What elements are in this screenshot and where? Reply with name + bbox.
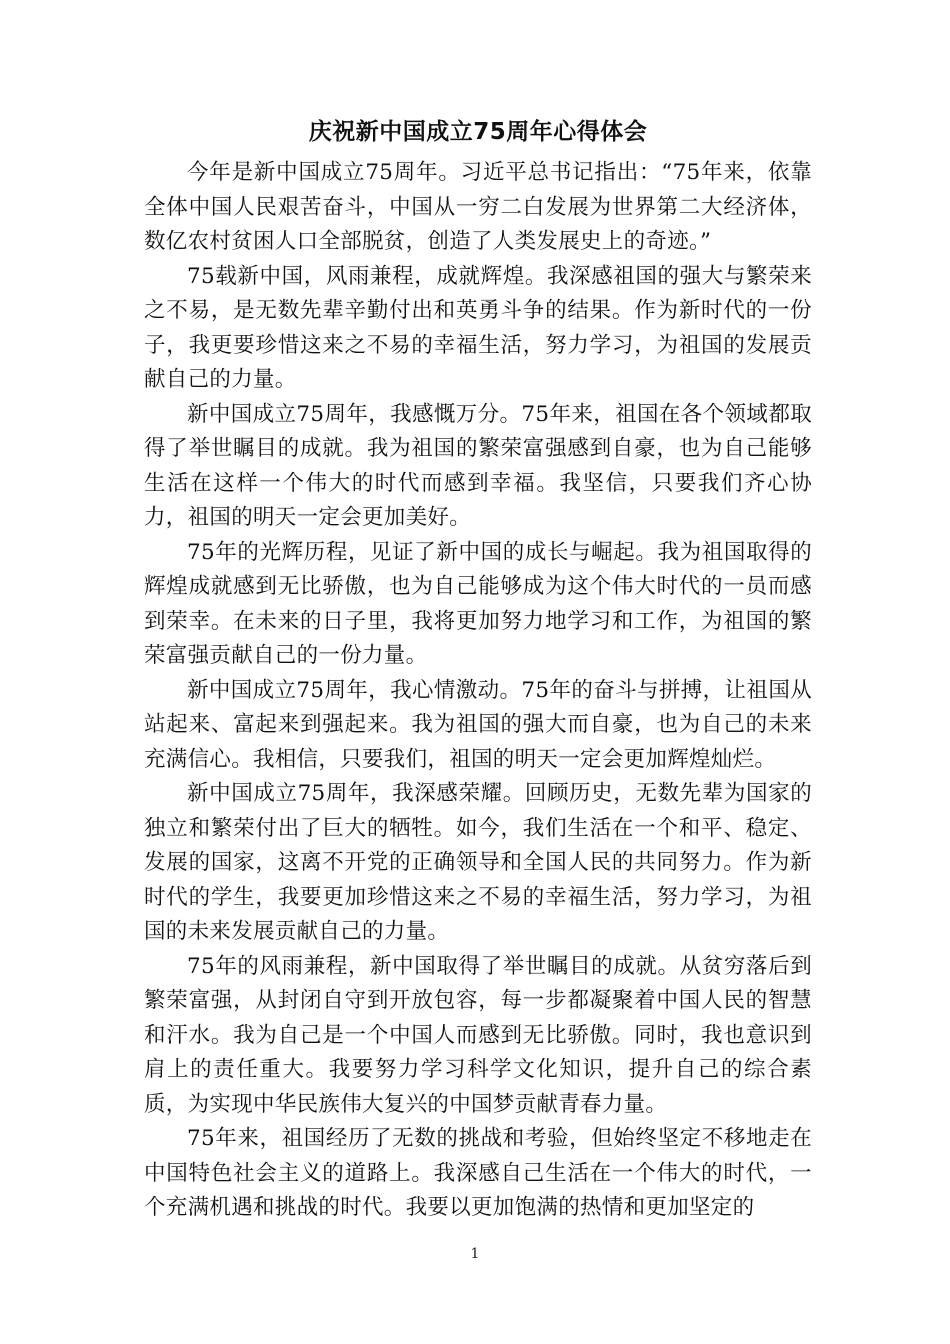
paragraph-7: 75年的风雨兼程，新中国取得了举世瞩目的成就。从贫穷落后到繁荣富强，从封闭自守到开放包容，每一步都凝聚着中国人民的智慧和汗水。我为自己是一个中国人而感到无比骄傲。同时，我也意识到肩上的责任重大。我要努力学习科学文化知识，提升自己的综合素质，为实现中华民族伟大复兴的中国梦贡献青春力量。 <box>144 953 812 1117</box>
paragraph-4: 75年的光辉历程，见证了新中国的成长与崛起。我为祖国取得的辉煌成就感到无比骄傲，也为自己能够成为这个伟大时代的一员而感到荣幸。在未来的日子里，我将更加努力地学习和工作，为祖国的繁荣富强贡献自己的一份力量。 <box>144 539 812 668</box>
document-title: 庆祝新中国成立75周年心得体会 <box>308 119 648 145</box>
paragraph-6: 新中国成立75周年，我深感荣耀。回顾历史，无数先辈为国家的独立和繁荣付出了巨大的牺牲。如今，我们生活在一个和平、稳定、发展的国家，这离不开党的正确领导和全国人民的共同努力。作为新时代的学生，我要更加珍惜这来之不易的幸福生活，努力学习，为祖国的未来发展贡献自己的力量。 <box>144 781 812 944</box>
paragraph-2: 75载新中国，风雨兼程，成就辉煌。我深感祖国的强大与繁荣来之不易，是无数先辈辛勤付出和英勇斗争的结果。作为新时代的一份子，我更要珍惜这来之不易的幸福生活，努力学习，为祖国的发展贡献自己的力量。 <box>144 263 812 392</box>
paragraph-1: 今年是新中国成立75周年。习近平总书记指出：“75年来，依靠全体中国人民艰苦奋斗，中国从一穷二白发展为世界第二大经济体，数亿农村贫困人口全部脱贫，创造了人类发展史上的奇迹。” <box>144 160 812 254</box>
paragraph-5: 新中国成立75周年，我心情激动。75年的奋斗与拼搏，让祖国从站起来、富起来到强起来。我为祖国的强大而自豪，也为自己的未来充满信心。我相信，只要我们，祖国的明天一定会更加辉煌灿烂。 <box>144 677 812 772</box>
document-body <box>144 112 812 1226</box>
page-number: 1 <box>470 1246 480 1262</box>
paragraph-8: 75年来，祖国经历了无数的挑战和考验，但始终坚定不移地走在中国特色社会主义的道路上。我深感自己生活在一个伟大的时代，一个充满机遇和挑战的时代。我要以更加饱满的热情和更加坚定的 <box>144 1126 812 1220</box>
paragraph-3: 新中国成立75周年，我感慨万分。75年来，祖国在各个领域都取得了举世瞩目的成就。我为祖国的繁荣富强感到自豪，也为自己能够生活在这样一个伟大的时代而感到幸福。我坚信，只要我们齐心协力，祖国的明天一定会更加美好。 <box>144 401 812 530</box>
